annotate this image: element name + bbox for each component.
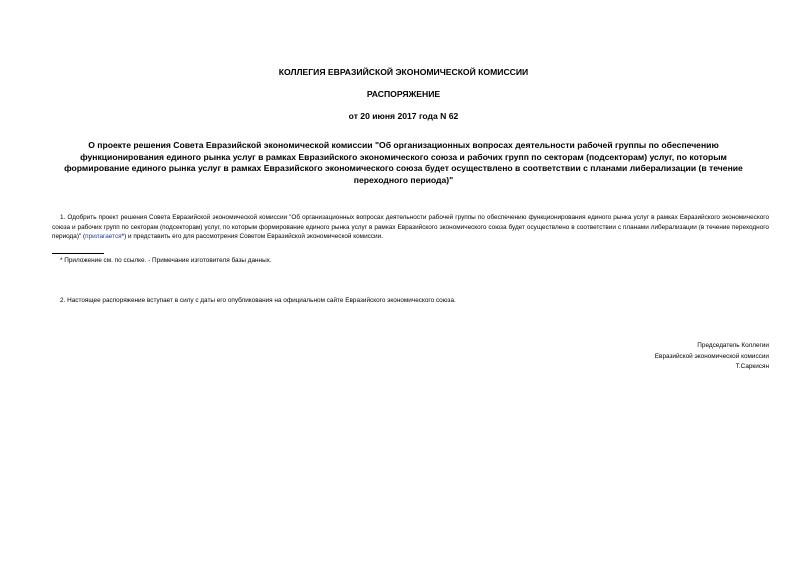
paragraph-2: 2. Настоящее распоряжение вступает в силу с даты его опубликования на официальном сайте Евразийского экономического союза. <box>60 297 456 304</box>
signature-organization: Евразийской экономической комиссии <box>654 352 769 360</box>
paragraph-1-text-start: 1. Одобрить проект решения Совета Евразийской экономической комиссии "Об организационных вопросах деятельности рабочей группы по обеспечению функционирования единого рынка услуг в рамках Евразийского экономического союза и рабочих групп по секторам (подсекторам) услуг, по которым формирование единого рынка услуг в рамках Евразийского экономического союза будет осуществлено в соответствии с планами либерализации (в течение переходного периода)" ( <box>52 214 769 241</box>
document-subject: О проекте решения Совета Евразийской экономической комиссии "Об организационных вопросах деятельности рабочей группы по обеспечению функционирования единого рынка услуг в рамках Евразийского экономического союза и рабочих групп по секторам (подсекторам) услуг, по которым формирование единого рынка услуг в рамках Евразийского экономического союза будет осуществлено в соответствии с планами либерализации (в течение переходного периода)" <box>64 140 743 185</box>
document-date-number: от 20 июня 2017 года N 62 <box>348 111 459 121</box>
paragraph-1-text-end: *) и представить его для рассмотрения Советом Евразийской экономической комиссии. <box>121 233 383 241</box>
signature-name: Т.Саркисян <box>735 363 769 371</box>
footnote: * Приложение см. по ссылке. - Примечание изготовителя базы данных. <box>60 257 272 264</box>
document-type: РАСПОРЯЖЕНИЕ <box>366 89 441 99</box>
organization-title: КОЛЛЕГИЯ ЕВРАЗИЙСКОЙ ЭКОНОМИЧЕСКОЙ КОМИССИИ <box>278 67 529 77</box>
attachment-link[interactable]: прилагается <box>85 233 122 241</box>
footnote-divider <box>52 253 104 254</box>
paragraph-1 <box>52 213 769 242</box>
signature-position: Председатель Коллегии <box>697 342 769 349</box>
